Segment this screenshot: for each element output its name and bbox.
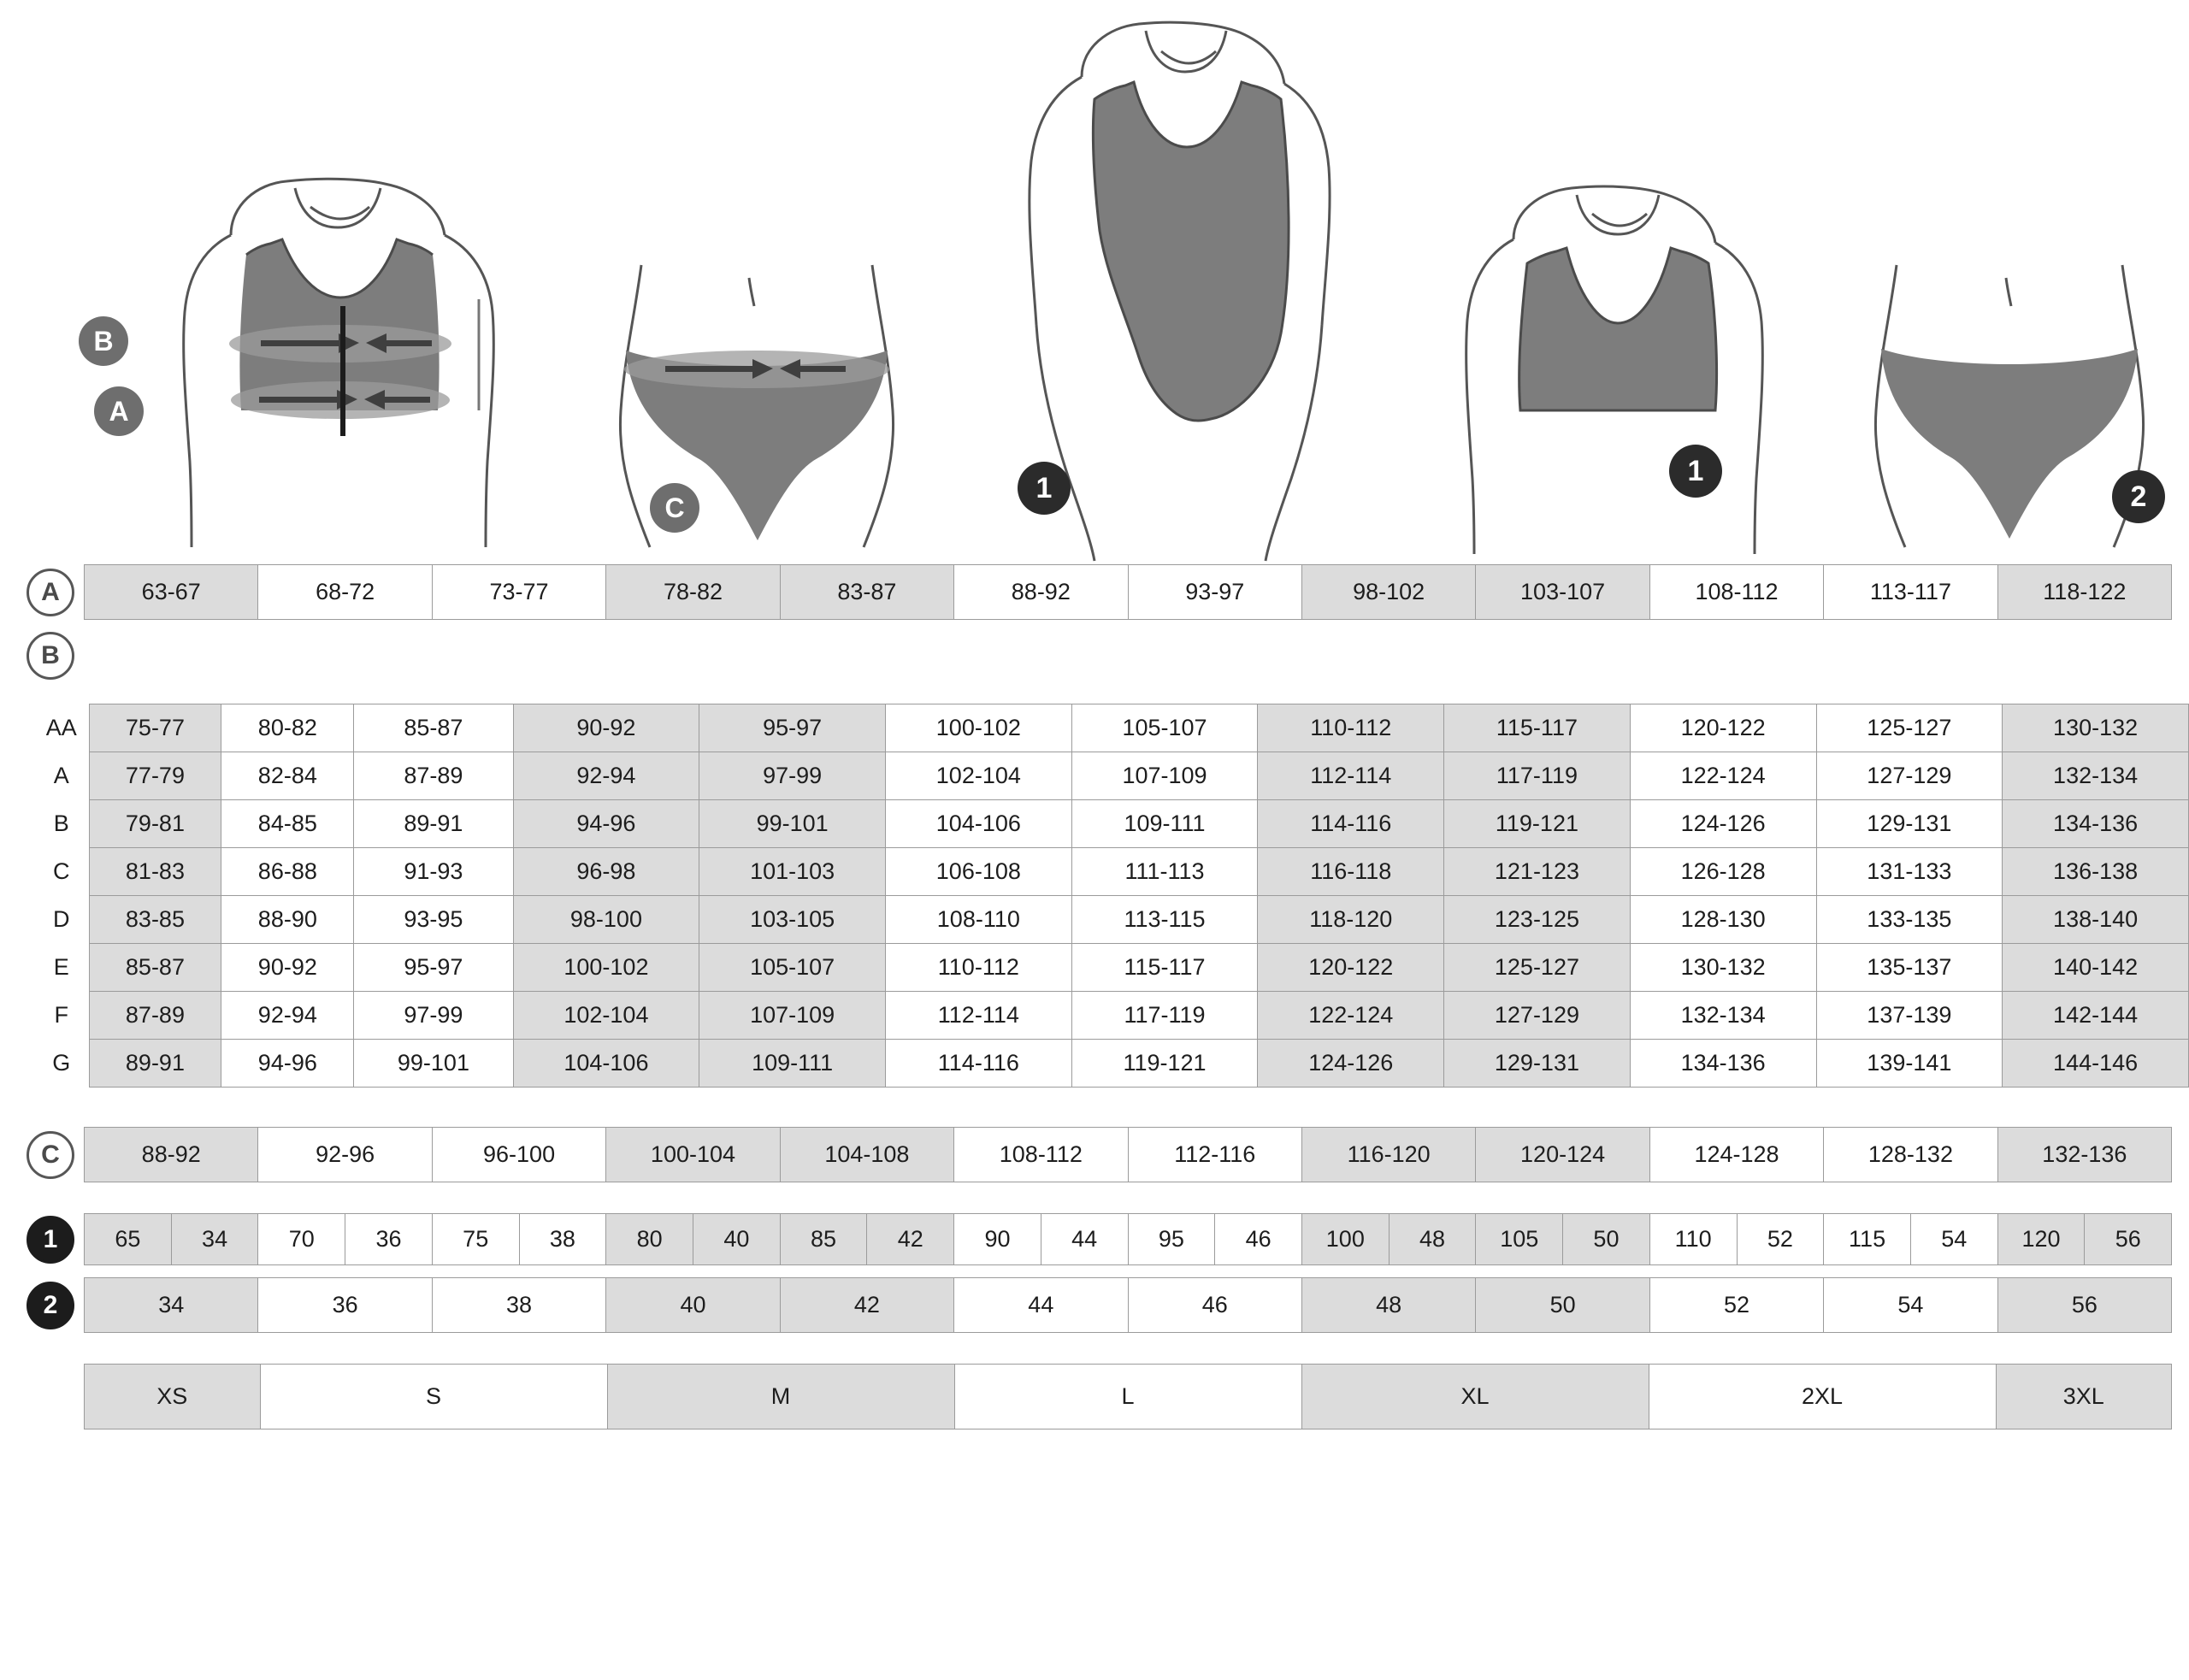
table-row (34, 896, 2189, 944)
size-cell-3xl: 3XL (1997, 1365, 2172, 1429)
cell: 104-106 (513, 1040, 699, 1088)
cell: 100 (1302, 1214, 1390, 1264)
size-cell-xs: XS (85, 1365, 261, 1429)
cell: 48 (1390, 1214, 1476, 1264)
cell: 144-146 (2003, 1040, 2189, 1088)
bi-group (606, 1214, 780, 1264)
cell: 102-104 (513, 992, 699, 1040)
cell: 54 (1824, 1278, 1997, 1332)
cup-row-label: AA (34, 704, 89, 752)
cup-row-label: G (34, 1040, 89, 1088)
cell: 83-87 (781, 565, 954, 619)
cell: 92-96 (258, 1128, 432, 1182)
cell: 126-128 (1630, 848, 1816, 896)
cup-size-table (34, 704, 2189, 1088)
cell: 120 (1998, 1214, 2086, 1264)
cell: 77-79 (89, 752, 221, 800)
cell: 113-117 (1824, 565, 1997, 619)
cell: 70 (258, 1214, 345, 1264)
cell: 103-107 (1476, 565, 1649, 619)
cell: 83-85 (89, 896, 221, 944)
cell: 78-82 (606, 565, 780, 619)
table-row (34, 992, 2189, 1040)
cell: 118-122 (1998, 565, 2171, 619)
cell: 112-114 (885, 992, 1071, 1040)
row-letter-sizes (17, 1364, 2172, 1429)
cell: 122-124 (1258, 992, 1444, 1040)
cell: 133-135 (1816, 896, 2003, 944)
cell: 44 (954, 1278, 1128, 1332)
cup-row-label: E (34, 944, 89, 992)
cup-row-label: A (34, 752, 89, 800)
row-C-label-wrap (17, 1131, 84, 1179)
cell: 54 (1911, 1214, 1997, 1264)
table-row (34, 848, 2189, 896)
cell: 100-102 (513, 944, 699, 992)
cell: 110-112 (885, 944, 1071, 992)
cell: 99-101 (354, 1040, 513, 1088)
cell: 106-108 (885, 848, 1071, 896)
cell: 97-99 (354, 992, 513, 1040)
size-cell-s: S (261, 1365, 608, 1429)
table-row (34, 800, 2189, 848)
cell: 75-77 (89, 704, 221, 752)
cell: 56 (2085, 1214, 2171, 1264)
cell: 124-128 (1650, 1128, 1824, 1182)
cell: 90-92 (221, 944, 354, 992)
cell: 130-132 (1630, 944, 1816, 992)
cell: 48 (1302, 1278, 1476, 1332)
cell: 139-141 (1816, 1040, 2003, 1088)
cell: 132-136 (1998, 1128, 2171, 1182)
cell: 80-82 (221, 704, 354, 752)
cell: 52 (1738, 1214, 1824, 1264)
cell: 123-125 (1444, 896, 1631, 944)
cell: 114-116 (885, 1040, 1071, 1088)
letter-sizes-values (84, 1364, 2172, 1429)
cell: 109-111 (699, 1040, 886, 1088)
cell: 92-94 (513, 752, 699, 800)
cell: 116-118 (1258, 848, 1444, 896)
cell: 125-127 (1444, 944, 1631, 992)
cell: 36 (258, 1278, 432, 1332)
cup-row-label: F (34, 992, 89, 1040)
cell: 88-92 (85, 1128, 258, 1182)
cell: 42 (781, 1278, 954, 1332)
cell: 124-126 (1630, 800, 1816, 848)
cell: 110-112 (1258, 704, 1444, 752)
bi-group (85, 1214, 258, 1264)
cell: 127-129 (1816, 752, 2003, 800)
table-row (34, 704, 2189, 752)
cell: 118-120 (1258, 896, 1444, 944)
cell: 105-107 (699, 944, 886, 992)
cell: 95-97 (354, 944, 513, 992)
cell: 108-112 (954, 1128, 1128, 1182)
cell: 105 (1476, 1214, 1563, 1264)
cell: 73-77 (433, 565, 606, 619)
row-label-C: C (27, 1131, 74, 1179)
cell: 135-137 (1816, 944, 2003, 992)
cell: 112-116 (1129, 1128, 1302, 1182)
cell: 65 (85, 1214, 172, 1264)
cell: 85-87 (89, 944, 221, 992)
cell: 36 (345, 1214, 432, 1264)
cell: 82-84 (221, 752, 354, 800)
cell: 93-97 (1129, 565, 1302, 619)
cell: 94-96 (513, 800, 699, 848)
cell: 124-126 (1258, 1040, 1444, 1088)
cell: 103-105 (699, 896, 886, 944)
row-1 (17, 1213, 2172, 1265)
cell: 132-134 (2003, 752, 2189, 800)
cell: 93-95 (354, 896, 513, 944)
cell: 110 (1650, 1214, 1738, 1264)
cell: 142-144 (2003, 992, 2189, 1040)
bi-group (258, 1214, 432, 1264)
cell: 46 (1215, 1214, 1301, 1264)
cell: 40 (606, 1278, 780, 1332)
size-cell-xl: XL (1302, 1365, 1649, 1429)
cell: 40 (693, 1214, 780, 1264)
cell: 90-92 (513, 704, 699, 752)
cell: 92-94 (221, 992, 354, 1040)
cell: 138-140 (2003, 896, 2189, 944)
cell: 134-136 (1630, 1040, 1816, 1088)
cell: 113-115 (1071, 896, 1258, 944)
cell: 97-99 (699, 752, 886, 800)
hips-diagram (590, 256, 923, 556)
cell: 86-88 (221, 848, 354, 896)
bi-group (1476, 1214, 1649, 1264)
cell: 96-98 (513, 848, 699, 896)
cell: 112-114 (1258, 752, 1444, 800)
cell: 56 (1998, 1278, 2171, 1332)
cell: 130-132 (2003, 704, 2189, 752)
cell: 63-67 (85, 565, 258, 619)
cell: 50 (1563, 1214, 1649, 1264)
row-2-values (84, 1277, 2172, 1333)
cell: 109-111 (1071, 800, 1258, 848)
cell: 91-93 (354, 848, 513, 896)
cell: 125-127 (1816, 704, 2003, 752)
cell: 84-85 (221, 800, 354, 848)
cell: 104-108 (781, 1128, 954, 1182)
row-2 (17, 1277, 2172, 1333)
cell: 88-90 (221, 896, 354, 944)
cell: 119-121 (1444, 800, 1631, 848)
cell: 95 (1129, 1214, 1216, 1264)
bi-group (1302, 1214, 1476, 1264)
cell: 101-103 (699, 848, 886, 896)
cell: 89-91 (354, 800, 513, 848)
cell: 79-81 (89, 800, 221, 848)
cell: 75 (433, 1214, 520, 1264)
cell: 115-117 (1071, 944, 1258, 992)
cell: 98-102 (1302, 565, 1476, 619)
cell: 122-124 (1630, 752, 1816, 800)
cup-row-label: B (34, 800, 89, 848)
bi-group (1998, 1214, 2171, 1264)
table-row (34, 752, 2189, 800)
cell: 87-89 (89, 992, 221, 1040)
cell: 50 (1476, 1278, 1649, 1332)
cell: 134-136 (2003, 800, 2189, 848)
cell: 129-131 (1444, 1040, 1631, 1088)
bi-group (433, 1214, 606, 1264)
cell: 95-97 (699, 704, 886, 752)
cell: 128-130 (1630, 896, 1816, 944)
swimsuit-one-piece-diagram (958, 17, 1334, 564)
bra-top-diagram (1394, 171, 1804, 556)
marker-badge-2-briefs: 2 (2112, 470, 2165, 523)
illustration-strip (0, 0, 2189, 564)
table-row (34, 944, 2189, 992)
bi-group (1129, 1214, 1302, 1264)
cell: 38 (433, 1278, 606, 1332)
briefs-diagram (1856, 256, 2163, 556)
cell: 38 (520, 1214, 606, 1264)
cell: 100-104 (606, 1128, 780, 1182)
measurement-tables (0, 564, 2189, 1429)
cell: 129-131 (1816, 800, 2003, 848)
bi-group (1824, 1214, 1997, 1264)
table-row (34, 1040, 2189, 1088)
cell: 100-102 (885, 704, 1071, 752)
cell: 137-139 (1816, 992, 2003, 1040)
row-label-B: B (27, 632, 74, 680)
size-cell-l: L (955, 1365, 1302, 1429)
marker-badge-B: B (79, 316, 128, 366)
bi-group (954, 1214, 1128, 1264)
cell: 46 (1129, 1278, 1302, 1332)
cell: 116-120 (1302, 1128, 1476, 1182)
cell: 85-87 (354, 704, 513, 752)
size-cell-2xl: 2XL (1649, 1365, 1997, 1429)
cell: 99-101 (699, 800, 886, 848)
cell: 68-72 (258, 565, 432, 619)
bust-underbust-diagram (93, 154, 547, 556)
row-A-label-wrap (17, 569, 84, 616)
cell: 132-134 (1630, 992, 1816, 1040)
cell: 85 (781, 1214, 868, 1264)
row-1-label-wrap (17, 1216, 84, 1264)
marker-badge-A: A (94, 386, 144, 436)
marker-badge-C: C (650, 483, 699, 533)
cell: 108-112 (1650, 565, 1824, 619)
cell: 34 (172, 1214, 258, 1264)
marker-badge-1-bra: 1 (1669, 445, 1722, 498)
cell: 96-100 (433, 1128, 606, 1182)
row-B-label-row (17, 632, 2172, 680)
cell: 127-129 (1444, 992, 1631, 1040)
cell: 90 (954, 1214, 1041, 1264)
bi-group (1650, 1214, 1824, 1264)
cell: 120-124 (1476, 1128, 1649, 1182)
cell: 121-123 (1444, 848, 1631, 896)
cell: 128-132 (1824, 1128, 1997, 1182)
row-C-values (84, 1127, 2172, 1182)
row-label-A: A (27, 569, 74, 616)
cell: 117-119 (1444, 752, 1631, 800)
cell: 140-142 (2003, 944, 2189, 992)
cell: 94-96 (221, 1040, 354, 1088)
cell: 111-113 (1071, 848, 1258, 896)
size-cell-m: M (608, 1365, 955, 1429)
cell: 89-91 (89, 1040, 221, 1088)
cell: 136-138 (2003, 848, 2189, 896)
bi-group (781, 1214, 954, 1264)
cell: 104-106 (885, 800, 1071, 848)
cell: 44 (1041, 1214, 1128, 1264)
row-2-label-wrap (17, 1282, 84, 1329)
cell: 88-92 (954, 565, 1128, 619)
cell: 114-116 (1258, 800, 1444, 848)
cup-row-label: C (34, 848, 89, 896)
row-label-1: 1 (27, 1216, 74, 1264)
cell: 87-89 (354, 752, 513, 800)
cell: 107-109 (1071, 752, 1258, 800)
cell: 119-121 (1071, 1040, 1258, 1088)
row-1-values (84, 1213, 2172, 1265)
row-C (17, 1127, 2172, 1182)
row-A-values (84, 564, 2172, 620)
marker-badge-1-swimsuit: 1 (1018, 462, 1071, 515)
cell: 52 (1650, 1278, 1824, 1332)
cell: 120-122 (1258, 944, 1444, 992)
cell: 107-109 (699, 992, 886, 1040)
cup-row-label: D (34, 896, 89, 944)
row-B-label-wrap (17, 632, 84, 680)
row-label-2: 2 (27, 1282, 74, 1329)
cell: 115 (1824, 1214, 1911, 1264)
cell: 131-133 (1816, 848, 2003, 896)
cell: 108-110 (885, 896, 1071, 944)
cell: 117-119 (1071, 992, 1258, 1040)
cell: 80 (606, 1214, 693, 1264)
cell: 105-107 (1071, 704, 1258, 752)
cell: 81-83 (89, 848, 221, 896)
cell: 34 (85, 1278, 258, 1332)
row-A (17, 564, 2172, 620)
cell: 98-100 (513, 896, 699, 944)
cell: 115-117 (1444, 704, 1631, 752)
cell: 120-122 (1630, 704, 1816, 752)
cell: 102-104 (885, 752, 1071, 800)
cell: 42 (867, 1214, 953, 1264)
